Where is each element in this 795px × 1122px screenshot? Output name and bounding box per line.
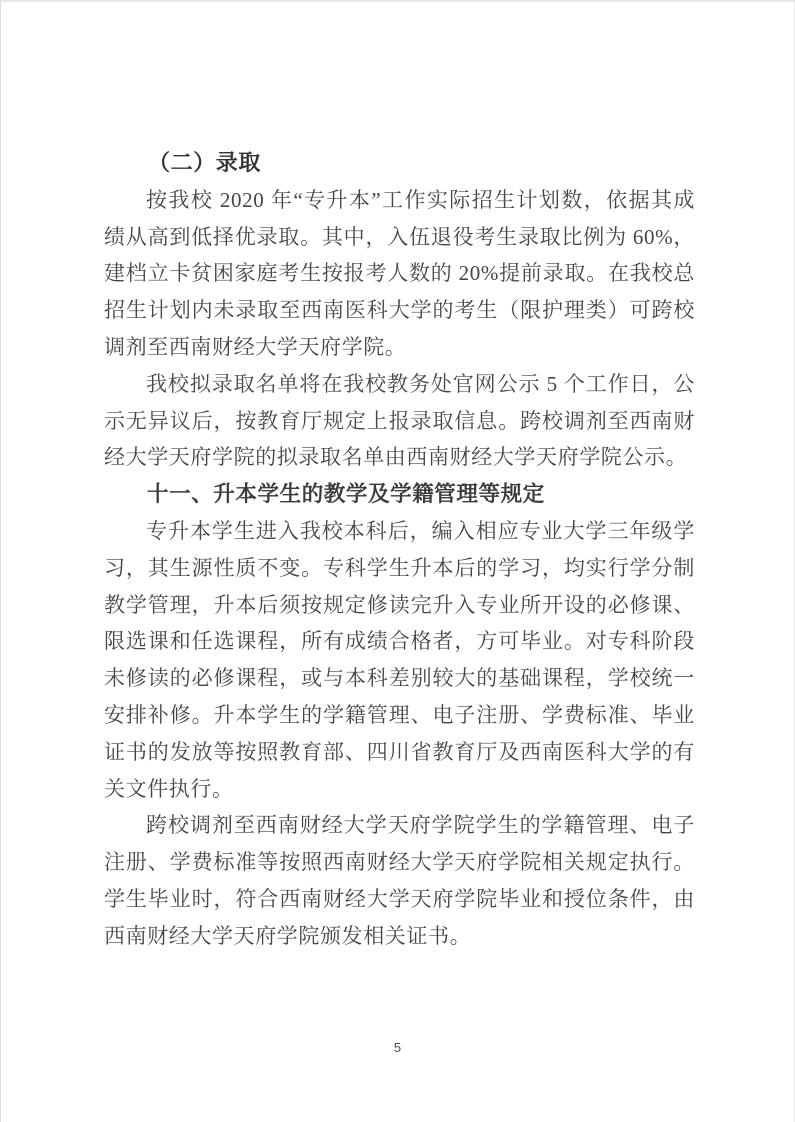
paragraph-admission-publicity: 我校拟录取名单将在我校教务处官网公示 5 个工作日，公示无异议后，按教育厅规定上报录取信息。跨校调剂至西南财经大学天府学院的拟录取名单由西南财经大学天府学院公示。 bbox=[104, 371, 695, 470]
section-heading-teaching-regulations: 十一、升本学生的教学及学籍管理等规定 bbox=[147, 482, 545, 507]
paragraph-transfer-students: 跨校调剂至西南财经大学天府学院学生的学籍管理、电子注册、学费标准等按照西南财经大学天府学院相关规定执行。学生毕业时，符合西南财经大学天府学院毕业和授位条件，由西南财经大学天府学院颁发相关证书。 bbox=[104, 813, 695, 948]
paragraph-admission-plan: 按我校 2020 年“专升本”工作实际招生计划数，依据其成绩从高到低择优录取。其中，入伍退役考生录取比例为 60%，建档立卡贫困家庭考生按报考人数的 20%提前录取。在我校总招生计划内未录取至西南医科大学的考生（限护理类）可跨校调剂至西南财经大学天府学院。 bbox=[104, 187, 695, 359]
section-heading-admission: （二）录取 bbox=[148, 150, 262, 175]
page-number: 5 bbox=[393, 1040, 402, 1055]
document-body bbox=[104, 145, 695, 955]
paragraph-student-status: 专升本学生进入我校本科后，编入相应专业大学三年级学习，其生源性质不变。专科学生升本后的学习，均实行学分制教学管理，升本后须按规定修读完升入专业所开设的必修课、限选课和任选课程，所有成绩合格者，方可毕业。对专科阶段未修读的必修课程，或与本科差别较大的基础课程，学校统一安排补修。升本学生的学籍管理、电子注册、学费标准、毕业证书的发放等按照教育部、四川省教育厅及西南医科大学的有关文件执行。 bbox=[104, 518, 695, 801]
